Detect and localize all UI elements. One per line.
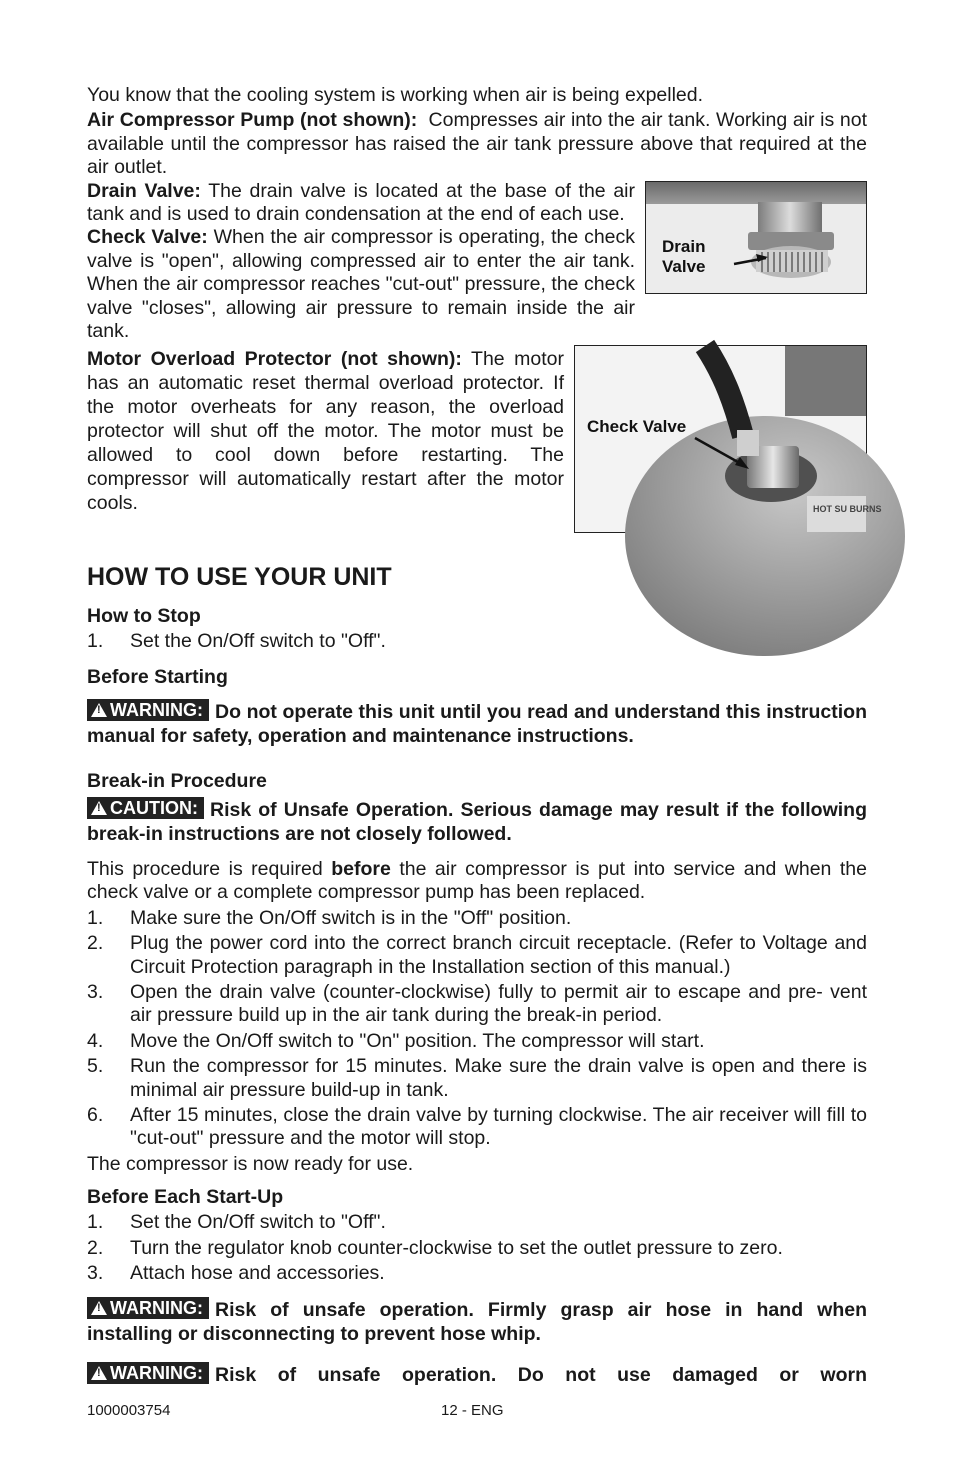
how-to-stop-heading: How to Stop bbox=[87, 605, 201, 628]
list-item: 1. Set the On/Off switch to "Off". bbox=[87, 1211, 386, 1234]
warning-badge: !WARNING: bbox=[87, 1362, 209, 1384]
break-in-outro: The compressor is now ready for use. bbox=[87, 1152, 414, 1175]
document-number: 1000003754 bbox=[87, 1402, 171, 1419]
worn-hose-warning: !WARNING: Risk of unsafe operation. Do not use damaged or worn bbox=[87, 1362, 867, 1387]
warning-badge: !WARNING: bbox=[87, 699, 209, 721]
warning-triangle-icon bbox=[91, 703, 107, 717]
before-each-heading: Before Each Start-Up bbox=[87, 1186, 284, 1209]
drain-valve-figure bbox=[645, 181, 867, 294]
warning-triangle-icon bbox=[91, 1301, 107, 1315]
manual-page bbox=[87, 84, 882, 1397]
before-starting-warning: !WARNING: Do not operate this unit until you read and understand this instruction manual for safety, operation and maintenance instructions. bbox=[87, 699, 867, 748]
before-each-list bbox=[87, 1211, 867, 1285]
list-item: 6. After 15 minutes, close the drain valve by turning clockwise. The air receiver will fill to "cut-out" pressure and the motor will stop. bbox=[87, 1103, 867, 1150]
check-valve-photo bbox=[575, 346, 882, 532]
list-item: 3. Open the drain valve (counter-clockwise) fully to permit air to escape and pre- vent air pressure build up in the air tank during the break-in period. bbox=[87, 980, 867, 1027]
list-item: 3. Attach hose and accessories. bbox=[87, 1261, 385, 1284]
break-in-caution: !CAUTION: Risk of Unsafe Operation. Serious damage may result if the following break-in instructions are not closely followed. bbox=[87, 797, 867, 846]
list-item: 4. Move the On/Off switch to "On" position. The compressor will start. bbox=[87, 1029, 705, 1052]
drain-label-line2: Valve bbox=[662, 256, 706, 276]
warning-triangle-icon bbox=[91, 1366, 107, 1380]
hose-whip-warning: !WARNING: Risk of unsafe operation. Firmly grasp air hose in hand when installing or disconnecting to prevent hose whip. bbox=[87, 1297, 867, 1346]
before-starting-heading: Before Starting bbox=[87, 665, 228, 688]
warning-badge: !WARNING: bbox=[87, 1297, 209, 1319]
check-text: When the air compressor is operating, the check valve is "open", allowing compressed air to enter the air tank. When the air compressor reaches "cut-out" pressure, the check valve "closes", allowing air pressure to remain inside the air tank. bbox=[87, 226, 636, 343]
break-in-intro: This procedure is required before the air compressor is put into service and when the check valve or a complete compressor pump has been replaced. bbox=[87, 857, 867, 904]
cooling-text: You know that the cooling system is working when air is being expelled. bbox=[87, 84, 704, 106]
tank-sticker-text: HOT SU BURNS bbox=[813, 504, 882, 515]
drain-label-line1: Drain bbox=[662, 236, 706, 256]
list-item: 2. Plug the power cord into the correct branch circuit receptacle. (Refer to Voltage and Circuit Protection paragraph in the Installation section of this manual.) bbox=[87, 932, 867, 978]
drain-label: Drain Valve: bbox=[87, 179, 201, 202]
caution-triangle-icon bbox=[91, 801, 107, 815]
pump-description bbox=[87, 109, 867, 179]
motor-label: Motor Overload Protector (not shown): bbox=[87, 348, 462, 371]
list-item: 1. Set the On/Off switch to "Off". bbox=[87, 630, 386, 653]
page-number: 12 - ENG bbox=[441, 1402, 504, 1419]
pump-text: Compresses air into the air tank. Working air is not available until the compressor has raised the air tank pressure above that required at the air outlet. bbox=[87, 109, 867, 179]
break-in-heading: Break-in Procedure bbox=[87, 769, 267, 792]
section-title: HOW TO USE YOUR UNIT bbox=[87, 563, 392, 592]
how-to-stop-list bbox=[87, 630, 867, 653]
check-label: Check Valve: bbox=[87, 226, 208, 249]
drain-text: The drain valve is located at the base of the air tank and is used to drain condensation at the end of each use. bbox=[87, 179, 635, 226]
motor-text: The motor has an automatic reset thermal overload protector. If the motor overheats for any reason, the overload protector will shut off the motor. The motor must be allowed to cool down before restarting. The compressor will automatically restart after the motor cools. bbox=[87, 348, 564, 515]
break-in-list bbox=[87, 907, 867, 1151]
list-item: 2. Turn the regulator knob counter-clockwise to set the outlet pressure to zero. bbox=[87, 1236, 783, 1259]
caution-badge: !CAUTION: bbox=[87, 797, 204, 819]
list-item: 5. Run the compressor for 15 minutes. Make sure the drain valve is open and there is minimal air pressure build-up in tank. bbox=[87, 1055, 867, 1101]
check-valve-figure bbox=[574, 345, 882, 533]
list-item: 1. Make sure the On/Off switch is in the "Off" position. bbox=[87, 906, 572, 929]
pump-label: Air Compressor Pump (not shown): bbox=[87, 109, 418, 132]
check-valve-label: Check Valve bbox=[587, 417, 687, 437]
